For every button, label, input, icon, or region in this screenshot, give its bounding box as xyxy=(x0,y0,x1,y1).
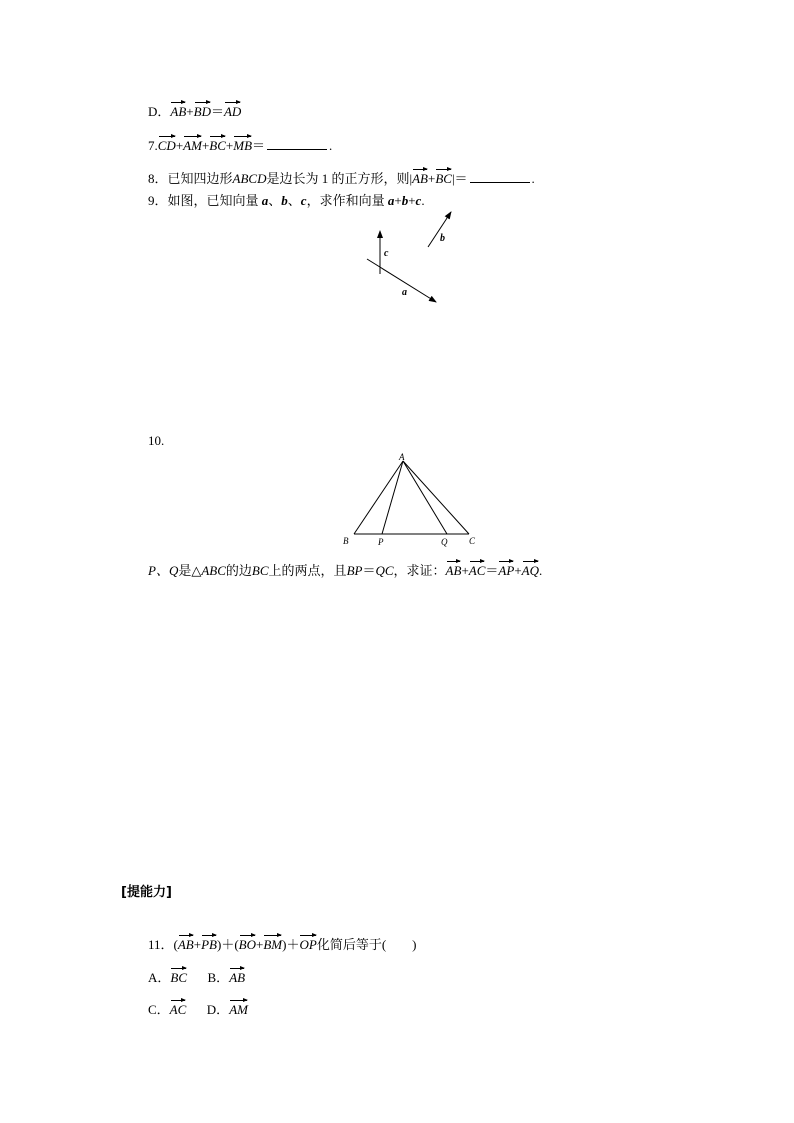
vector-ac: AC xyxy=(468,563,486,578)
side-name: BC xyxy=(251,563,269,578)
question-text: ，求证： xyxy=(393,563,446,578)
question-text: 8．已知四边形 xyxy=(148,171,233,186)
plus-sign: + xyxy=(461,563,469,578)
separator: 、 xyxy=(268,193,282,208)
side-ab xyxy=(354,461,403,534)
answer-blank xyxy=(470,170,530,183)
separator: 、 xyxy=(287,193,301,208)
vector-ab: AB xyxy=(170,104,187,119)
vector-cd: CD xyxy=(157,138,176,153)
question-text: 9．如图，已知向量 xyxy=(148,193,259,208)
point-q: Q xyxy=(441,537,448,547)
equals-sign: ＝ xyxy=(362,563,376,578)
segment-qc: QC xyxy=(375,563,394,578)
plus-sign: + xyxy=(175,138,184,153)
operator: )＋( xyxy=(216,937,239,952)
points-pq: P、Q xyxy=(148,563,179,578)
point-p: P xyxy=(378,537,384,547)
sum-c: c xyxy=(415,193,422,208)
vector-a-label: a xyxy=(261,193,269,208)
plus-sign: + xyxy=(408,193,416,208)
question-11 xyxy=(148,937,416,953)
triangle-figure xyxy=(340,452,480,552)
question-text: 是边长为 1 的正方形，则| xyxy=(266,171,413,186)
period: . xyxy=(539,563,543,578)
question-number: 11．( xyxy=(148,937,178,952)
option-d-label: D． xyxy=(206,1002,230,1017)
sum-a: a xyxy=(387,193,395,208)
vector-c-label: c xyxy=(300,193,307,208)
question-text: ，求作和向量 xyxy=(306,193,385,208)
q11-options-ab xyxy=(148,970,245,986)
vertex-c: C xyxy=(469,536,476,546)
question-10-statement xyxy=(148,563,542,579)
question-text: |＝ xyxy=(451,171,468,186)
vector-bc: BC xyxy=(209,138,226,153)
question-number: 10. xyxy=(148,433,165,448)
segment-bp: BP xyxy=(346,563,363,578)
vector-ad: AD xyxy=(223,104,242,119)
side-ac xyxy=(403,461,469,534)
plus-sign: + xyxy=(256,937,264,952)
answer-blank xyxy=(267,137,327,150)
question-8 xyxy=(148,170,535,187)
option-b-vector: AB xyxy=(229,970,246,985)
segment-ap xyxy=(382,461,403,534)
option-c-vector: AC xyxy=(169,1002,187,1017)
vector-ap: AP xyxy=(498,563,515,578)
option-a-vector: BC xyxy=(170,970,188,985)
question-10-number xyxy=(148,433,164,449)
vector-bo: BO xyxy=(238,937,256,952)
plus-sign: + xyxy=(514,563,522,578)
vertex-a: A xyxy=(399,452,405,462)
equals-sign: ＝ xyxy=(210,104,224,119)
vector-pb: PB xyxy=(201,937,217,952)
plus-sign: + xyxy=(394,193,402,208)
question-text: 化简后等于( ) xyxy=(316,937,417,952)
vector-op: OP xyxy=(299,937,317,952)
q11-options-cd xyxy=(148,1002,248,1018)
vector-ab: AB xyxy=(412,171,428,186)
option-a-label: A． xyxy=(148,970,171,985)
vector-b-label: b xyxy=(281,193,288,208)
label-b: b xyxy=(440,233,445,244)
vector-bc: BC xyxy=(435,171,452,186)
segment-aq xyxy=(403,461,447,534)
question-text: 的边 xyxy=(225,563,252,578)
vector-aq: AQ xyxy=(521,563,539,578)
option-d-vector: AM xyxy=(229,1002,248,1017)
vector-am: AM xyxy=(183,138,202,153)
equals-sign: ＝ xyxy=(252,138,266,153)
sum-b: b xyxy=(401,193,409,208)
section-heading: [提能力] xyxy=(121,885,172,900)
label-a: a xyxy=(402,287,407,298)
q6-option-d xyxy=(148,104,241,120)
triangle-name: ABC xyxy=(201,563,226,578)
vector-ab: AB xyxy=(445,563,462,578)
plus-sign: + xyxy=(201,138,210,153)
label-c: c xyxy=(384,248,389,259)
option-b-label: B． xyxy=(207,970,230,985)
period: . xyxy=(531,171,535,186)
period: . xyxy=(329,138,333,153)
operator: )＋ xyxy=(282,937,300,952)
equals-sign: ＝ xyxy=(485,563,499,578)
question-7 xyxy=(148,137,332,154)
question-text: 上的两点，且 xyxy=(268,563,347,578)
plus-sign: + xyxy=(225,138,234,153)
period: . xyxy=(421,193,425,208)
plus-sign: + xyxy=(193,937,202,952)
vertex-b: B xyxy=(343,536,349,546)
plus-sign: + xyxy=(427,171,436,186)
question-9 xyxy=(148,193,425,209)
plus-sign: + xyxy=(186,104,194,119)
quad-name: ABCD xyxy=(232,171,267,186)
option-label: D． xyxy=(148,104,171,119)
question-number: 7. xyxy=(148,138,158,153)
question-text: 是△ xyxy=(178,563,202,578)
vector-ab: AB xyxy=(177,937,194,952)
option-c-label: C． xyxy=(148,1002,170,1017)
vector-figure xyxy=(360,210,460,310)
vector-bd: BD xyxy=(193,104,211,119)
vector-mb: MB xyxy=(233,138,253,153)
vector-bm: BM xyxy=(263,937,283,952)
